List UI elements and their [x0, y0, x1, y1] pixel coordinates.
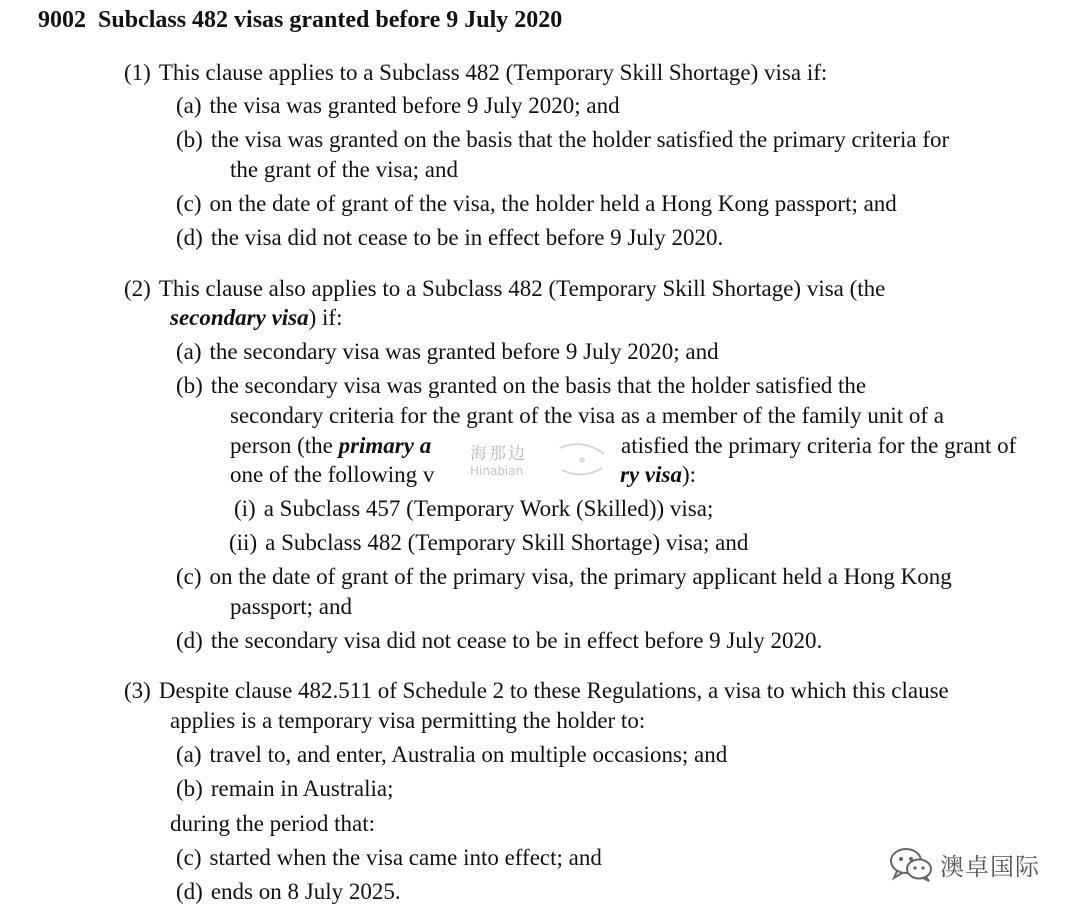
item-label: (d)	[176, 628, 203, 653]
item-label: (d)	[176, 879, 203, 904]
list-item	[176, 372, 866, 400]
item-text: a Subclass 482 (Temporary Skill Shortage) visa; and	[265, 530, 749, 555]
item-text: travel to, and enter, Australia on multiple occasions; and	[209, 742, 728, 767]
item-label: (ii)	[229, 530, 258, 555]
item-label: (b)	[176, 373, 203, 398]
list-item	[176, 92, 620, 120]
item-text: the secondary visa was granted on the basis that the holder satisfied the	[210, 373, 867, 398]
subclause-3	[124, 677, 949, 705]
subclause-1	[124, 59, 827, 87]
defined-term: ry visa	[620, 462, 682, 487]
subclause-continuation: applies is a temporary visa permitting the holder to:	[170, 708, 646, 733]
subclause-number: (3)	[124, 678, 151, 703]
item-continuation-tail: ry visa):	[620, 462, 697, 487]
item-text: the secondary visa did not cease to be in effect before 9 July 2020.	[210, 628, 823, 653]
item-text: the visa did not cease to be in effect before 9 July 2020.	[210, 225, 724, 250]
list-item	[176, 775, 394, 803]
item-continuation: secondary criteria for the grant of the visa as a member of the family unit of a	[230, 403, 944, 428]
item-continuation: the grant of the visa; and	[230, 157, 459, 182]
item-continuation: one of the following v	[230, 462, 435, 487]
defined-term: secondary visa	[170, 305, 309, 330]
watermark-logo-icon	[552, 440, 612, 480]
item-label: (a)	[176, 93, 202, 118]
item-label: (c)	[176, 564, 202, 589]
item-label: (d)	[176, 225, 203, 250]
item-label: (b)	[176, 776, 203, 801]
subclause-number: (2)	[124, 276, 151, 301]
list-item	[176, 190, 897, 218]
list-item	[176, 224, 723, 252]
list-item	[176, 627, 822, 655]
subclause-continuation: secondary visa) if:	[170, 305, 343, 330]
item-text: the visa was granted before 9 July 2020; and	[209, 93, 620, 118]
during-period-text: during the period that:	[170, 811, 376, 836]
watermark-en: Hinabian	[470, 464, 524, 478]
list-item	[176, 878, 401, 906]
subclause-number: (1)	[124, 60, 151, 85]
clause-title: Subclass 482 visas granted before 9 July 2020	[98, 7, 563, 33]
subclause-text: This clause applies to a Subclass 482 (Temporary Skill Shortage) visa if:	[158, 60, 828, 85]
item-continuation-tail: atisfied the primary criteria for the grant of	[621, 433, 1017, 458]
subclause-text: Despite clause 482.511 of Schedule 2 to these Regulations, a visa to which this clause	[158, 678, 949, 703]
item-text: the secondary visa was granted before 9 July 2020; and	[209, 339, 719, 364]
item-text: remain in Australia;	[210, 776, 394, 801]
item-text: on the date of grant of the primary visa, the primary applicant held a Hong Kong	[209, 564, 952, 589]
item-text: on the date of grant of the visa, the holder held a Hong Kong passport; and	[209, 191, 897, 216]
clause-heading	[38, 6, 562, 34]
list-item	[176, 741, 727, 769]
list-item	[176, 563, 952, 591]
watermark-cn: 海那边	[470, 444, 527, 464]
list-item	[176, 126, 949, 154]
item-text: a Subclass 457 (Temporary Work (Skilled)) visa;	[263, 496, 714, 521]
item-label: (i)	[234, 496, 256, 521]
sub-list-item	[234, 495, 713, 523]
item-label: (a)	[176, 742, 202, 767]
wechat-account-mark	[888, 846, 1040, 882]
list-item	[176, 338, 719, 366]
sub-list-item	[229, 529, 748, 557]
list-item	[176, 844, 602, 872]
wechat-account-name: 澳卓国际	[940, 852, 1040, 881]
item-label: (c)	[176, 191, 202, 216]
item-label: (b)	[176, 127, 203, 152]
item-label: (c)	[176, 845, 202, 870]
item-label: (a)	[176, 339, 202, 364]
wechat-icon	[888, 846, 934, 882]
clause-number: 9002	[38, 7, 86, 33]
item-text: ends on 8 July 2025.	[210, 879, 401, 904]
item-text: started when the visa came into effect; and	[209, 845, 602, 870]
item-continuation: passport; and	[230, 594, 353, 619]
item-text: the visa was granted on the basis that the holder satisfied the primary criteria for	[210, 127, 950, 152]
subclause-2	[124, 275, 885, 303]
defined-term: primary a	[338, 433, 432, 458]
item-continuation: person (the primary a	[230, 433, 432, 458]
subclause-text: This clause also applies to a Subclass 482 (Temporary Skill Shortage) visa (the	[158, 276, 886, 301]
